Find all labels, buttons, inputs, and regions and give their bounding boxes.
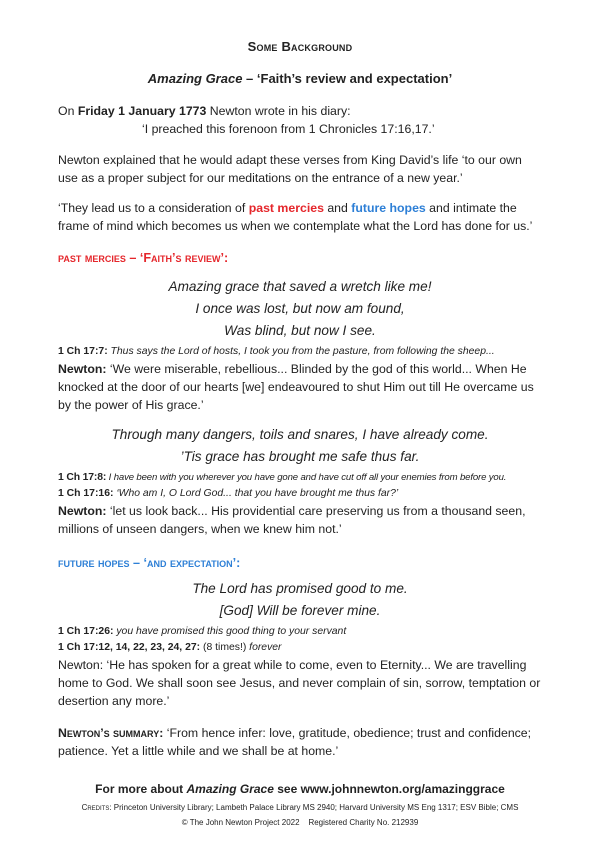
scripture-ref: [58, 486, 542, 502]
newton-quote: [58, 360, 542, 414]
more-pre: For more about: [95, 782, 187, 796]
more-info-line: [58, 780, 542, 798]
hymn-verse-1: [58, 276, 542, 342]
more-hymn-name: Amazing Grace: [186, 782, 274, 796]
ref-text: ‘Who am I, O Lord God... that you have brought me thus far?’: [113, 488, 399, 499]
intro-paragraph: [58, 102, 542, 120]
hymn-line: Was blind, but now I see.: [224, 323, 376, 338]
page-title: Some Background: [247, 39, 353, 54]
para3-mid: and: [323, 201, 352, 215]
intro-post: Newton wrote in his diary:: [206, 104, 351, 118]
scripture-ref: [58, 344, 542, 360]
hymn-line: I once was lost, but now am found,: [195, 301, 405, 316]
summary-label: Newton’s summary:: [58, 726, 164, 740]
hymn-line: [God] Will be forever mine.: [219, 603, 381, 618]
scripture-ref: [58, 640, 542, 656]
hymn-verse-3: [58, 578, 542, 622]
hymn-line: ’Tis grace has brought me safe thus far.: [180, 449, 420, 464]
ref-text: Thus says the Lord of hosts, I took you from the pasture, from following the sheep...: [107, 346, 495, 357]
credits-text: Princeton University Library; Lambeth Palace Library MS 2940; Harvard University MS Eng 1317; ESV Bible; CMS: [111, 803, 519, 812]
explanation-paragraph: Newton explained that he would adapt these verses from King David’s life ‘to our own use as a proper subject for our meditations on the entrance of a new year.’: [58, 153, 522, 185]
consideration-paragraph: [58, 199, 542, 235]
intro-date: Friday 1 January 1773: [77, 104, 207, 118]
copyright-text: © The John Newton Project 2022: [181, 818, 300, 827]
para3-pre: ‘They lead us to a consideration of: [58, 201, 249, 215]
ref-label: 1 Ch 17:8:: [58, 472, 107, 483]
para3-post: and intimate the frame of mind which becomes us when we contemplate what the Lord has done for us.’: [58, 201, 533, 233]
intro-pre: On: [58, 104, 78, 118]
ref-label: 1 Ch 17:12, 14, 22, 23, 24, 27:: [58, 642, 201, 653]
credits-label: Credits:: [81, 803, 112, 812]
credits-line: [58, 802, 542, 814]
future-hopes-highlight: future hopes: [351, 201, 426, 215]
newton-quote: Newton: ‘He has spoken for a great while to come, even to Eternity... We are travelling home to God. We shall soon see Jesus, and never complain of sin, sorrow, temptation or desertion any more.’: [58, 658, 541, 708]
newton-quote: [58, 502, 542, 538]
diary-quote: ‘I preached this forenoon from 1 Chronicles 17:16,17.’: [142, 122, 435, 136]
newton-label: Newton:: [58, 362, 107, 376]
newton-summary: [58, 724, 542, 760]
hymn-verse-2: [58, 424, 542, 468]
ref-label: 1 Ch 17:7:: [58, 346, 108, 357]
past-mercies-heading: past mercies – ‘Faith’s review’:: [58, 251, 229, 265]
past-mercies-highlight: past mercies: [248, 201, 324, 215]
newton-label: Newton:: [58, 504, 107, 518]
ref-text: forever: [246, 642, 282, 653]
newton-text: ‘We were miserable, rebellious... Blinded by the god of this world... When He knocked at the door of our hearts [we] endeavoured to shut Him out till He overcame us by the power of His grace.’: [58, 362, 534, 412]
charity-number: Registered Charity No. 212939: [308, 818, 419, 827]
scripture-ref: [58, 470, 542, 486]
ref-label: 1 Ch 17:16:: [58, 488, 114, 499]
hymn-line: The Lord has promised good to me.: [192, 581, 408, 596]
future-hopes-heading: future hopes – ‘and expectation’:: [58, 556, 241, 570]
scripture-ref: [58, 624, 542, 640]
ref-label: 1 Ch 17:26:: [58, 626, 114, 637]
subtitle-hymn-name: Amazing Grace: [147, 71, 243, 86]
copyright-line: [58, 817, 542, 829]
hymn-line: Through many dangers, toils and snares, I have already come.: [111, 427, 489, 442]
ref-text: you have promised this good thing to your servant: [113, 626, 347, 637]
subtitle-rest: – ‘Faith’s review and expectation’: [242, 71, 453, 86]
newton-text: ‘let us look back... His providential care preserving us from a thousand seen, millions of unseen dangers, when we knew him not.’: [58, 504, 526, 536]
ref-count: (8 times!): [200, 642, 247, 653]
more-link[interactable]: see www.johnnewton.org/amazinggrace: [273, 782, 505, 796]
hymn-line: Amazing grace that saved a wretch like me!: [168, 279, 432, 294]
page-subtitle: [58, 70, 542, 88]
summary-text: ‘From hence infer: love, gratitude, obedience; trust and confidence; patience. Yet a little while and we shall be at home.’: [58, 726, 532, 758]
ref-text: I have been with you wherever you have gone and have cut off all your enemies from before you.: [106, 472, 507, 483]
